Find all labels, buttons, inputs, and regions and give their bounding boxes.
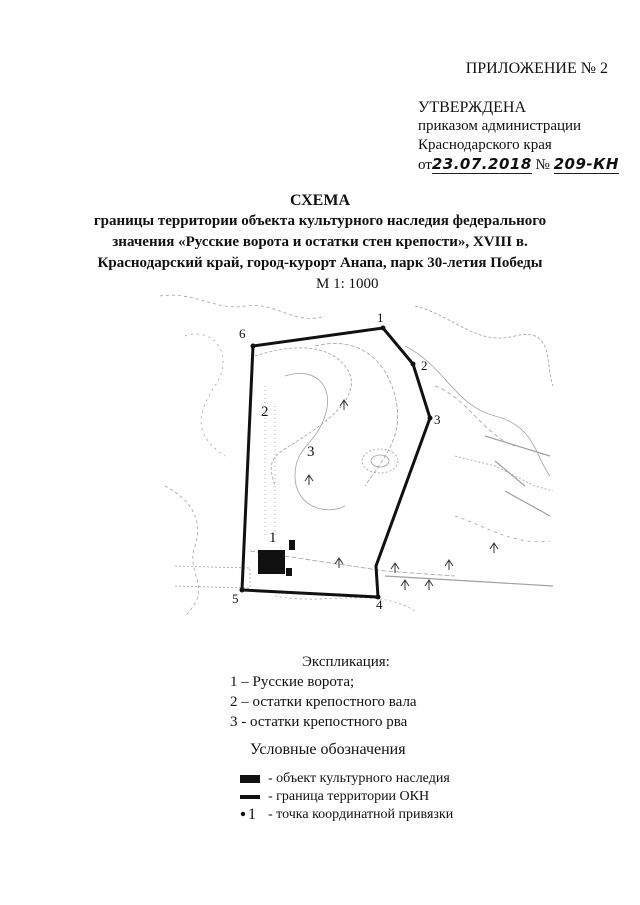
number-prefix: № [535,157,550,173]
title-line-2: границы территории объекта культурного наследия федерального [93,213,547,229]
point-label-2: 2 [421,358,428,373]
feature-label-1: 1 [269,530,277,546]
point-label-4: 4 [376,597,383,612]
legend-item-boundary [240,789,429,805]
explication-item: 1 – Русские ворота; [230,674,355,690]
approval-block [418,98,619,175]
legend-item-coordinate-point [240,807,453,823]
point-label-1: 1 [377,310,384,325]
approved-by-line1: приказом администрации [418,118,582,134]
date-prefix: от [418,157,432,173]
title-line-1: СХЕМА [289,192,351,209]
legend-label: - точка координатной привязки [268,807,454,822]
point-label-5: 5 [232,591,239,606]
point-label-6: 6 [239,326,246,341]
explication-item: 2 – остатки крепостного вала [230,694,417,710]
approved-by-line2: Краснодарского края [418,137,552,153]
heritage-object-secondary [289,540,295,550]
boundary-map [155,286,555,621]
appendix-label: ПРИЛОЖЕНИЕ № 2 [465,60,608,77]
document-title [0,190,640,274]
explication-title: Экспликация: [302,654,390,670]
feature-label-3: 3 [307,444,315,460]
dot-icon [240,806,268,824]
thick-line-icon [240,792,268,802]
feature-label-2: 2 [261,404,269,420]
handwritten-date: 23.07.2018 [431,155,532,173]
legend-item-heritage-object [240,771,450,787]
point-symbol-number: 1 [248,806,256,823]
explication [230,652,417,732]
handwritten-number: 209-КН [553,155,619,173]
cultural-heritage-object [258,550,285,574]
title-line-4: Краснодарский край, город-курорт Анапа, парк 30-летия Победы [97,255,543,271]
approval-date-line [418,155,619,175]
map-scale: М 1: 1000 [316,276,379,292]
point-label-3: 3 [434,412,441,427]
title-line-3: значения «Русские ворота и остатки стен крепости», XVIII в. [112,234,528,250]
approved-label: УТВЕРЖДЕНА [418,99,527,116]
explication-item: 3 - остатки крепостного рва [230,714,408,730]
legend-label: - объект культурного наследия [268,771,450,786]
legend-label: - граница территории ОКН [268,789,430,804]
black-square-icon [240,774,268,784]
heritage-object-tertiary [286,568,292,576]
legend-title: Условные обозначения [250,741,406,758]
map-background [160,295,553,616]
